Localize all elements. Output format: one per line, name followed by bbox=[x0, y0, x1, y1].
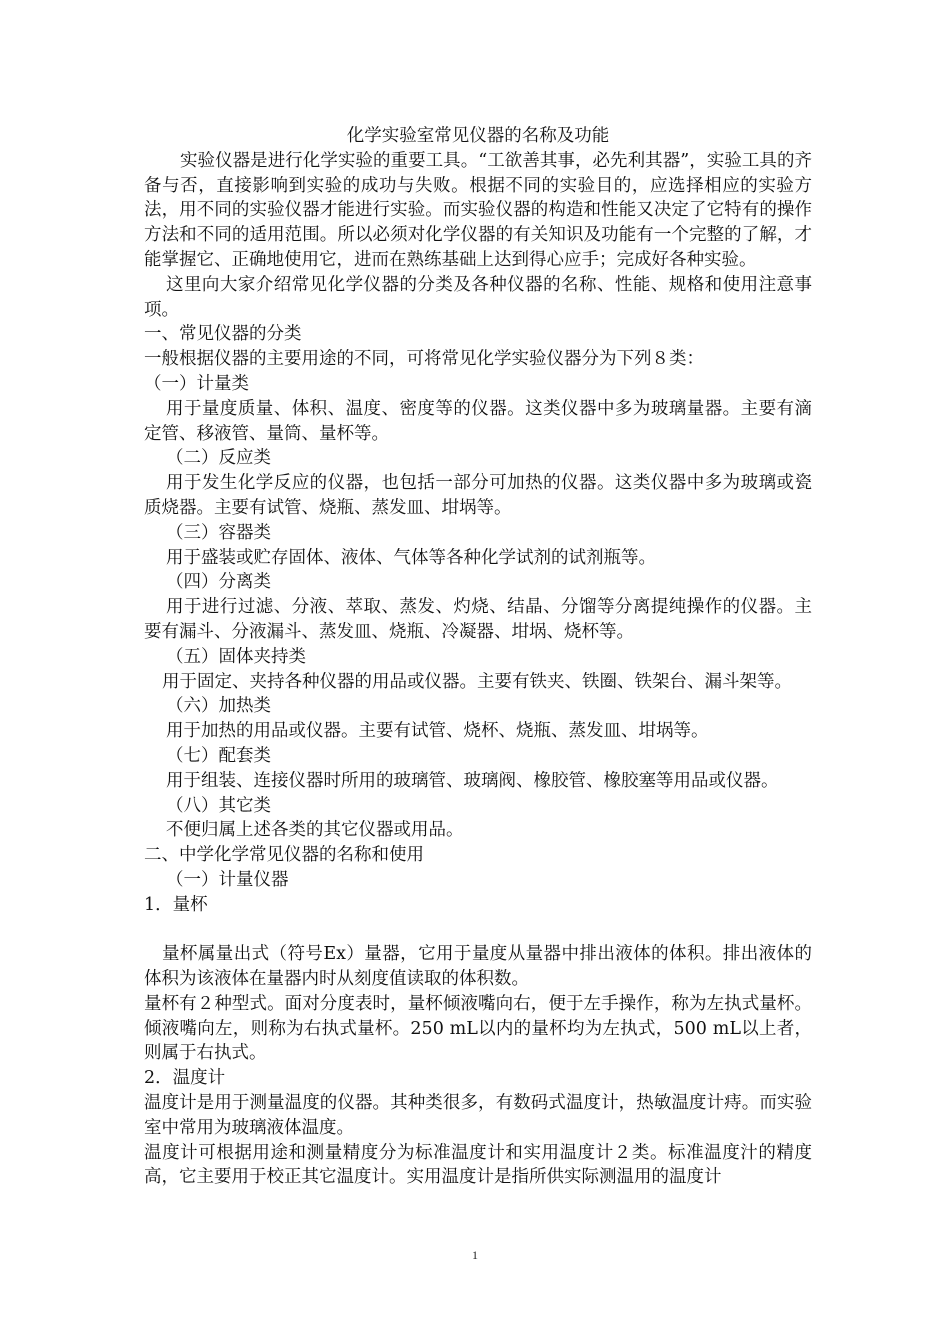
category-text-3: 用于盛装或贮存固体、液体、气体等各种化学试剂的试剂瓶等。 bbox=[166, 547, 656, 568]
section-heading-1: 一、常见仪器的分类 bbox=[144, 324, 302, 345]
category-heading-6: （六）加热类 bbox=[166, 696, 271, 717]
paragraph-thermometer-1: 温度计是用于测量温度的仪器。其种类很多，有数码式温度计，热敏温度计痔。而实验室中常用为玻璃液体温度。 bbox=[144, 1093, 812, 1138]
category-text-8: 不便归属上述各类的其它仪器或用品。 bbox=[166, 820, 464, 841]
paragraph-overview: 这里向大家介绍常见化学仪器的分类及各种仪器的名称、性能、规格和使用注意事项。 bbox=[144, 274, 812, 320]
category-text-2: 用于发生化学反应的仪器，也包括一部分可加热的仪器。这类仪器中多为玻璃或瓷质烧器。主要有试管、烧瓶、蒸发皿、坩埚等。 bbox=[144, 473, 812, 518]
section-heading-2: 二、中学化学常见仪器的名称和使用 bbox=[144, 845, 424, 866]
page-number: 1 bbox=[472, 1248, 478, 1262]
category-heading-8: （八）其它类 bbox=[166, 795, 271, 816]
category-heading-4: （四）分离类 bbox=[166, 572, 271, 593]
category-heading-1: （一）计量类 bbox=[144, 373, 249, 394]
subsection-heading-1: （一）计量仪器 bbox=[166, 869, 289, 890]
category-text-1: 用于量度质量、体积、温度、密度等的仪器。这类仪器中多为玻璃量器。主要有滴定管、移液管、量筒、量杯等。 bbox=[144, 398, 812, 444]
category-heading-5: （五）固体夹持类 bbox=[166, 646, 306, 667]
paragraph-thermometer-2: 温度计可根据用途和测量精度分为标准温度计和实用温度计２类。标准温度汁的精度高，它主要用于校正其它温度计。实用温度计是指所供实际测温用的温度计 bbox=[144, 1142, 812, 1188]
category-heading-3: （三）容器类 bbox=[166, 522, 271, 543]
category-text-4: 用于进行过滤、分液、萃取、蒸发、灼烧、结晶、分馏等分离提纯操作的仪器。主要有漏斗、分液漏斗、蒸发皿、烧瓶、冷凝器、坩埚、烧杯等。 bbox=[144, 597, 812, 642]
paragraph-measuring-cup-1: 量杯属量出式（符号Ex）量器，它用于量度从量器中排出液体的体积。排出液体的体积为该液体在量器内时从刻度值读取的体积数。 bbox=[144, 944, 812, 990]
item-heading-measuring-cup: 1．量杯 bbox=[144, 894, 208, 915]
document-body bbox=[144, 124, 812, 1190]
category-text-6: 用于加热的用品或仪器。主要有试管、烧杯、烧瓶、蒸发皿、坩埚等。 bbox=[166, 721, 709, 742]
blank-line bbox=[144, 918, 812, 943]
item-heading-thermometer: 2．温度计 bbox=[144, 1068, 226, 1089]
category-text-7: 用于组装、连接仪器时所用的玻璃管、玻璃阀、橡胶管、橡胶塞等用品或仪器。 bbox=[166, 770, 779, 791]
paragraph-intro: 实验仪器是进行化学实验的重要工具。“工欲善其事，必先利其器”，实验工具的齐备与否，直接影响到实验的成功与失败。根据不同的实验目的，应选择相应的实验方法，用不同的实验仪器才能进行实验。而实验仪器的构造和性能又决定了它特有的操作方法和不同的适用范围。所以必须对化学仪器的有关知识及功能有一个完整的了解，才能掌握它、正确地使用它，进而在熟练基础上达到得心应手；完成好各种实验。 bbox=[144, 150, 812, 270]
paragraph-classification: 一般根据仪器的主要用途的不同，可将常见化学实验仪器分为下列８类： bbox=[144, 349, 704, 370]
category-text-5: 用于固定、夹持各种仪器的用品或仪器。主要有铁夹、铁圈、铁架台、漏斗架等。 bbox=[162, 671, 792, 692]
paragraph-measuring-cup-2: 量杯有２种型式。面对分度表时，量杯倾液嘴向右，便于左手操作，称为左执式量杯。倾液嘴向左，则称为右执式量杯。250 mL以内的量杯均为左执式，500 mL以上者，则属于右执式。 bbox=[144, 993, 812, 1064]
category-heading-2: （二）反应类 bbox=[166, 448, 271, 469]
document-title: 化学实验室常见仪器的名称及功能 bbox=[346, 126, 610, 146]
category-heading-7: （七）配套类 bbox=[166, 745, 271, 766]
